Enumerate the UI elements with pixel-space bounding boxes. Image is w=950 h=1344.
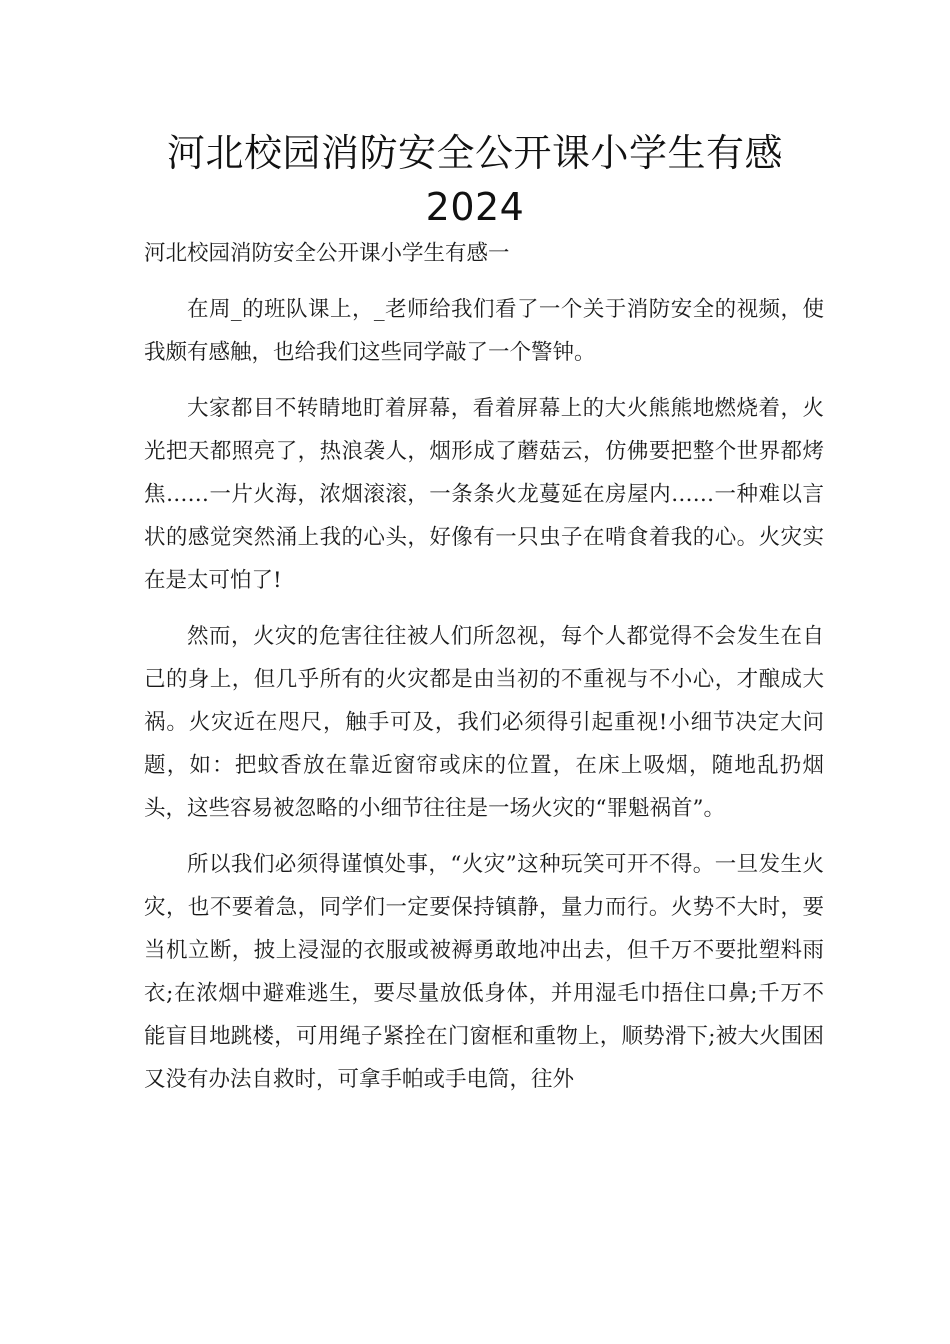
document-title (0, 126, 950, 234)
document-body (144, 232, 824, 1101)
section-heading: 河北校园消防安全公开课小学生有感一 (144, 241, 510, 266)
title-line-1: 河北校园消防安全公开课小学生有感 (166, 131, 783, 175)
title-line-2: 2024 (425, 185, 525, 229)
paragraph-4: 所以我们必须得谨慎处事，“火灾”这种玩笑可开不得。一旦发生火灾，也不要着急，同学们一定要保持镇静，量力而行。火势不大时，要当机立断，披上浸湿的衣服或被褥勇敢地冲出去，但千万不要批塑料雨衣;在浓烟中避难逃生，要尽量放低身体，并用湿毛巾捂住口鼻;千万不能盲目地跳楼，可用绳子紧拴在门窗框和重物上，顺势滑下;被大火围困又没有办法自救时，可拿手帕或手电筒，往外 (144, 852, 824, 1092)
paragraph-1: 在周_的班队课上，_老师给我们看了一个关于消防安全的视频，使我颇有感触，也给我们这些同学敲了一个警钟。 (144, 297, 824, 365)
paragraph-3: 然而，火灾的危害往往被人们所忽视，每个人都觉得不会发生在自己的身上，但几乎所有的火灾都是由当初的不重视与不小心，才酿成大祸。火灾近在咫尺，触手可及，我们必须得引起重视!小细节决定大问题，如：把蚊香放在靠近窗帘或床的位置，在床上吸烟，随地乱扔烟头，这些容易被忽略的小细节往往是一场火灾的“罪魁祸首”。 (144, 624, 824, 821)
paragraph-2: 大家都目不转睛地盯着屏幕，看着屏幕上的大火熊熊地燃烧着，火光把天都照亮了，热浪袭人，烟形成了蘑菇云，仿佛要把整个世界都烤焦……一片火海，浓烟滚滚，一条条火龙蔓延在房屋内……一种难以言状的感觉突然涌上我的心头，好像有一只虫子在啃食着我的心。火灾实在是太可怕了! (144, 396, 824, 593)
